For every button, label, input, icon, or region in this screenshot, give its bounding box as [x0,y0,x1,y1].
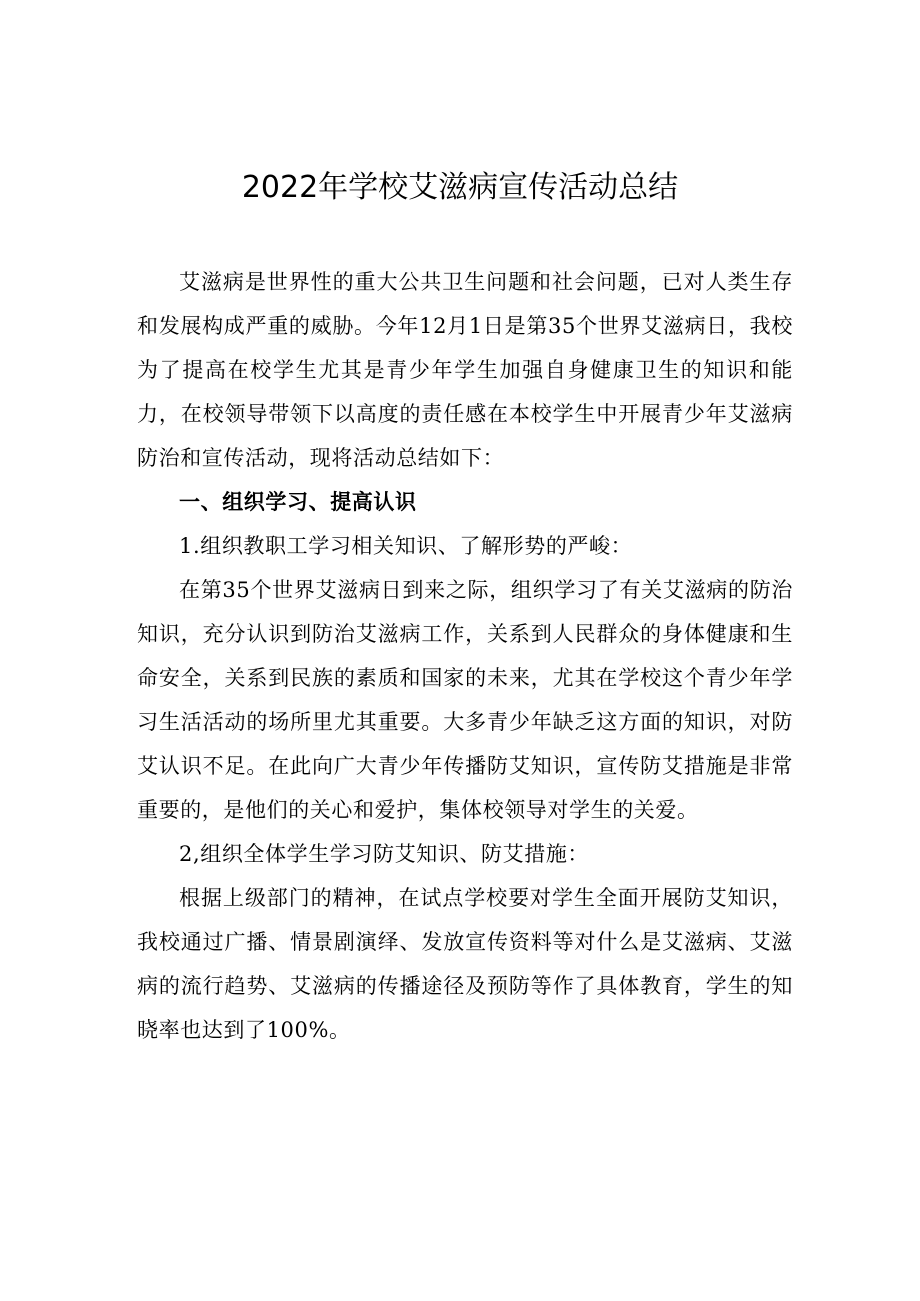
intro-paragraph: 艾滋病是世界性的重大公共卫生问题和社会问题，已对人类生存和发展构成严重的威胁。今年12月1日是第35个世界艾滋病日，我校为了提高在校学生尤其是青少年学生加强自身健康卫生的知识和能力，在校领导带领下以高度的责任感在本校学生中开展青少年艾滋病防治和宣传活动，现将活动总结如下： [137,270,793,470]
item-paragraph: 根据上级部门的精神，在试点学校要对学生全面开展防艾知识，我校通过广播、情景剧演绎、发放宣传资料等对什么是艾滋病、艾滋病的流行趋势、艾滋病的传播途径及预防等作了具体教育，学生的知晓率也达到了100%。 [137,886,793,1042]
section-heading: 一、组织学习、提高认识 [179,490,417,514]
item-paragraph: 在第35个世界艾滋病日到来之际，组织学习了有关艾滋病的防治知识，充分认识到防治艾滋病工作，关系到人民群众的身体健康和生命安全，关系到民族的素质和国家的未来，尤其在学校这个青少年学习生活活动的场所里尤其重要。大多青少年缺乏这方面的知识，对防艾认识不足。在此向广大青少年传播防艾知识，宣传防艾措施是非常重要的，是他们的关心和爱护，集体校领导对学生的关爱。 [137,578,793,822]
document-body [137,260,793,1052]
item-heading: 1.组织教职工学习相关知识、了解形势的严峻： [179,534,633,558]
item-heading: 2,组织全体学生学习防艾知识、防艾措施： [179,842,590,866]
document-title: 2022年学校艾滋病宣传活动总结 [241,170,679,205]
